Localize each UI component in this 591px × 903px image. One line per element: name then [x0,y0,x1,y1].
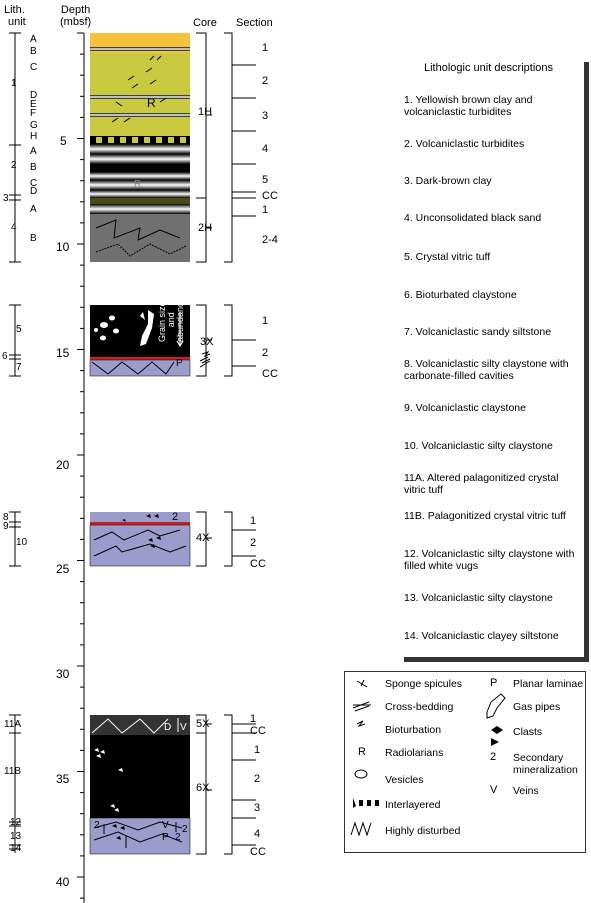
legend-label-vesicles: Vesicles [385,774,424,786]
grain-size-label [158,297,185,342]
secondary-mineral-mark: 2 [175,832,181,843]
core-brackets [196,33,212,854]
legend-label-cross-bedding: Cross-bedding [385,701,454,713]
depth-label: 10 [56,240,70,254]
description-item: 11A. Altered palagonitized crystal vitric tuff [404,472,559,496]
lith-unit-header [4,4,26,28]
subunit-label: B [30,162,37,173]
section-label: CC [262,190,278,202]
core-column-1h-2h [90,33,190,262]
description-item: 6. Bioturbated claystone [404,289,517,301]
section-label: 2 [262,347,269,359]
description-item: 13. Volcaniclastic silty claystone [404,592,553,604]
legend-symbol-planar-laminae: P [490,677,498,689]
legend-label-gas-pipes: Gas pipes [513,701,561,713]
section-label: CC [250,558,266,570]
legend-label-interlayered: Interlayered [385,799,441,811]
unit-label: 14 [10,843,22,854]
unit-label: 3 [3,193,9,204]
subunit-label: C [30,62,38,73]
gas-pipes-icon [487,694,505,718]
section-label: 1 [250,515,257,527]
grain-size-line3: abundance [175,297,185,342]
description-item: 10. Volcaniclastic silty claystone [404,440,553,452]
depth-header-line2: (mbsf) [60,16,92,28]
highly-disturbed-icon [351,823,371,835]
cross-bedding-icon [353,702,371,711]
lith-unit-axis [9,33,21,853]
disturbed-mark: D [164,722,172,733]
veins-mark: V [162,820,169,831]
unit-label: 6 [2,351,8,362]
unit-label: 7 [16,362,22,373]
core-label: 2H [198,222,213,234]
radiolarians-mark: R [147,96,156,110]
section-label: 2 [262,75,269,87]
section-label: CC [250,725,266,737]
description-item: 2. Volcaniclastic turbidites [404,138,525,150]
subunit-label: D [30,90,38,101]
legend-label-sponge-spicules: Sponge spicules [385,678,463,690]
depth-label: 20 [56,458,70,472]
depth-label: 5 [60,134,67,148]
subunit-label: A [30,204,37,215]
radiolarians-mark-gray: R [134,179,142,190]
section-label: 1 [262,42,269,54]
legend-box [344,671,586,853]
description-item: 12. Volcaniclastic silty claystone with filled white vugs [404,548,575,572]
lith-unit-header-line2: unit [8,16,26,28]
secondary-mineral-mark: 2 [172,511,179,523]
depth-label: 15 [56,346,70,360]
section-label: 4 [262,143,269,155]
section-header: Section [236,17,273,29]
unit-label: 2 [11,160,17,171]
section-label: 2 [250,537,257,549]
legend-symbol-veins: V [490,784,498,796]
section-label: 2 [254,773,261,785]
section-label: 1 [254,744,261,756]
unit-label: 10 [16,537,28,548]
grain-size-line2: and [166,312,176,328]
description-item: 14. Volcaniclastic clayey siltstone [404,630,559,642]
legend-label-planar-laminae: Planar laminae [513,678,584,690]
core-label: 4X [196,532,210,544]
description-item: 3. Dark-brown clay [404,175,492,187]
secondary-mineral-mark: 2 [94,820,100,831]
legend-label-veins: Veins [513,785,539,797]
unit-label: 1 [11,78,17,89]
depth-label: 40 [56,875,70,889]
bioturbation-icon [357,721,365,726]
subunit-label: C [30,178,38,189]
subunit-label: D [30,186,38,197]
description-item: 9. Volcaniclastic claystone [404,402,526,414]
secondary-mineral-mark: 2 [182,824,188,835]
core-label: 3X [200,336,214,348]
section-label: 5 [262,174,269,186]
section-label: 4 [254,828,261,840]
section-label: CC [250,846,266,858]
description-item: 1. Yellowish brown clay and volcaniclastic turbidites [404,94,533,118]
unit-label: 4 [11,222,17,233]
depth-label: 35 [56,772,70,786]
subunit-label: A [30,34,37,45]
planar-laminae-mark: P [162,832,169,843]
unit-label: 5 [16,324,22,335]
lith-unit-header-line1: Lith. [4,4,25,16]
unit-label: 9 [3,521,9,532]
core-header: Core [193,17,217,29]
subunit-label: A [30,146,37,157]
unit-label: 13 [10,831,22,842]
legend-symbol-radiolarians: R [358,746,366,758]
section-label: 1 [250,713,257,725]
planar-laminae-mark: P [176,358,183,369]
legend-label-secondary-mineralization: Secondary mineralization [513,752,578,776]
section-label: CC [262,368,278,380]
subunit-label: E [30,99,37,110]
section-label: 3 [262,110,269,122]
core-label: 1H [198,106,213,118]
subunit-label: F [30,108,37,119]
depth-axis [77,33,84,903]
section-label: 3 [254,802,261,814]
legend-label-bioturbation: Bioturbation [385,724,442,736]
interlayered-icon [353,798,379,808]
description-item: 11B. Palagonitized crystal vitric tuff [404,510,566,522]
description-item: 7. Volcaniclastic sandy siltstone [404,326,552,338]
sponge-spicules-icon [357,680,367,687]
description-item: 4. Unconsolidated black sand [404,212,542,224]
unit-label: 11B [4,766,22,777]
unit-label: 8 [3,512,9,523]
depth-header [60,4,91,28]
core-label: 6X [196,782,210,794]
legend-label-radiolarians: Radiolarians [385,747,444,759]
descriptions-title: Lithologic unit descriptions [424,62,554,74]
description-item: 5. Crystal vitric tuff [404,251,491,263]
legend-label-clasts: Clasts [513,726,543,738]
section-label: 1 [262,315,269,327]
subunit-label: H [30,131,38,142]
side-symbols [200,352,210,367]
section-label: 1 [262,204,269,216]
unit-label: 11A [4,719,22,730]
description-item: 8. Volcaniclastic silty claystone with carbonate-filled cavities [404,358,569,382]
depth-label: 25 [56,562,70,576]
clasts-icon [491,726,503,746]
unit-label: 12 [10,817,22,828]
vesicles-icon [355,770,367,778]
section-label: 2-4 [262,234,278,246]
subunit-label: B [30,233,37,244]
subunit-label: G [30,120,38,131]
depth-header-line1: Depth [60,4,91,16]
legend-label-highly-disturbed: Highly disturbed [385,825,461,837]
depth-label: 30 [56,667,70,681]
subunit-label: B [30,46,37,57]
core-label: 5X [196,718,210,730]
veins-mark: V [180,722,187,733]
grain-size-line1: Grain size [157,301,167,342]
legend-symbol-secondary-mineralization: 2 [490,751,497,763]
